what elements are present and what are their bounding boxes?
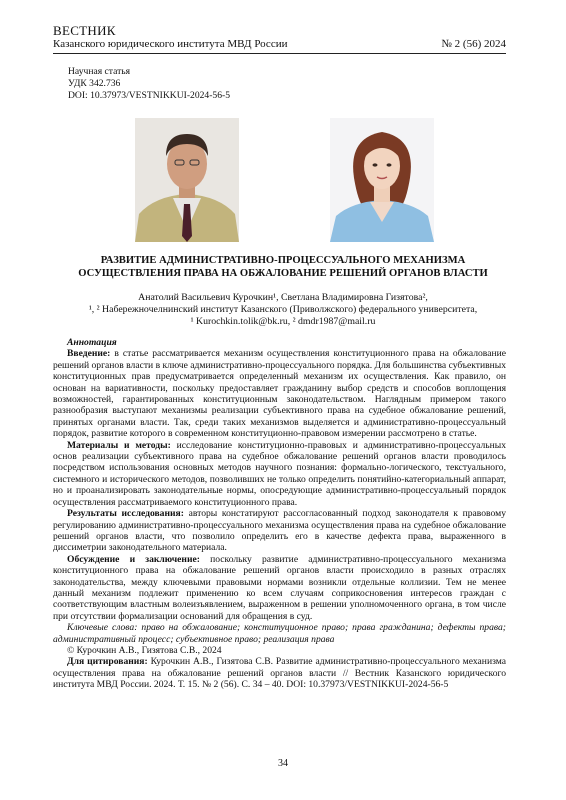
- copyright: © Курочкин А.В., Гизятова С.В., 2024: [67, 644, 222, 656]
- journal-title: ВЕСТНИК: [53, 23, 116, 38]
- abstract-discussion: [53, 554, 506, 622]
- abstract-methods: [53, 440, 506, 508]
- author-affiliation: ¹, ² Набережночелнинский институт Казанского (Приволжского) федерального университета,: [88, 304, 478, 315]
- citation-text: Курочкин А.В., Гизятова С.В. Развитие административно-процессуального механизма осуществления права на обжалование решений органов власти // Вестник Казанского юридического института МВД России. 2024. Т. 15. № 2 (56). С. 34 – 40. DOI: 10.37973/VESTNIKKUI-2024-56-5: [53, 656, 506, 691]
- results-text: авторы констатируют рассогласованный подход законодателя к правовому регулированию административно-процессуального механизма осуществления права на судебное обжалование решений органов власти, что позволило определить его в качестве дефекта права, выраженного в диссиметрии законодательного материала.: [53, 508, 506, 554]
- author-photo-2: [330, 118, 434, 242]
- author-names: Анатолий Васильевич Курочкин¹, Светлана Владимировна Гизятова²,: [138, 292, 428, 303]
- article-title-line-2: ОСУЩЕСТВЛЕНИЯ ПРАВА НА ОБЖАЛОВАНИЕ РЕШЕНИЙ ОРГАНОВ ВЛАСТИ: [78, 268, 488, 279]
- keywords-text: право на обжалование; конституционное право; права гражданина; дефекты права; административный процесс; субъективное право; реализация права: [53, 622, 506, 645]
- abstract-heading: Аннотация: [67, 337, 117, 348]
- article-type: Научная статья: [68, 66, 131, 77]
- abstract-results: [53, 508, 506, 554]
- discussion-text: поскольку развитие административно-процессуального механизма конституционного права на обжалование решений органов власти происходило в разных отраслях законодательства, между ключевыми правовыми нормами возникли отдельные коллизии. Тем не менее данный механизм подлежит применению ко всем случаям соприкосновения интересов граждан с соответствующим властным волеизъявлением, выраженном в решении уполномоченного органа, в том числе при отсутствии формализации оснований для обращения в суд.: [53, 553, 506, 622]
- abstract-intro: [53, 348, 506, 439]
- intro-text: в статье рассматривается механизм осуществления конституционного права на обжалование решений органов власти в ключе административно-процессуального порядка. Для большинства субъективных конституционных прав предусматривается определенный механизм их осуществления. Как правило, он основан на вариативности, поскольку предоставляет гражданину выбор средств и способов воплощения возможностей, гарантированных конституционным законодательством. Наглядным примером такого разнообразия выступают механизмы реализации субъективного права на судебное обжалование решений, принятых органами власти. Так, среди таких механизмов выделяется и административно-процессуальный порядок, развитие которого в современном конституционно-правовом измерении рассмотрено в статье.: [53, 348, 507, 440]
- article-title: [53, 254, 513, 280]
- citation: [53, 656, 506, 690]
- citation-label: Для цитирования:: [67, 656, 148, 668]
- abstract: [53, 337, 506, 691]
- article-title-line-1: РАЗВИТИЕ АДМИНИСТРАТИВНО-ПРОЦЕССУАЛЬНОГО МЕХАНИЗМА: [100, 255, 466, 266]
- page-number: 34: [278, 758, 288, 769]
- journal-issue: № 2 (56) 2024: [441, 38, 506, 50]
- udc-code: УДК 342.736: [68, 78, 121, 89]
- intro-label: Введение:: [67, 348, 111, 360]
- keywords-label: Ключевые слова:: [67, 622, 138, 634]
- discussion-label: Обсуждение и заключение:: [67, 553, 200, 565]
- author-emails: ¹ Kurochkin.tolik@bk.ru, ² dmdr1987@mail.ru: [190, 316, 376, 327]
- doi: DOI: 10.37973/VESTNIKKUI-2024-56-5: [68, 90, 231, 101]
- methods-label: Материалы и методы:: [67, 439, 171, 451]
- methods-text: исследование конституционно-правовых и административно-процессуальных основ реализации субъективного права на судебное обжалование решений органов власти проводилось посредством использования основных методов научного познания: формально-логического, текстуального, системного и исторического методов, позволивших не только определить понятийно-категориальный аппарат, но и проанализировать законодательные нормы, опосредующие административно-процессуальный порядок осуществления рассматриваемого конституционного права.: [53, 439, 506, 508]
- author-photo-1: [135, 118, 239, 242]
- journal-institute: Казанского юридического института МВД России: [53, 38, 288, 50]
- results-label: Результаты исследования:: [67, 508, 184, 520]
- keywords: [53, 622, 506, 645]
- header-rule: [53, 53, 506, 54]
